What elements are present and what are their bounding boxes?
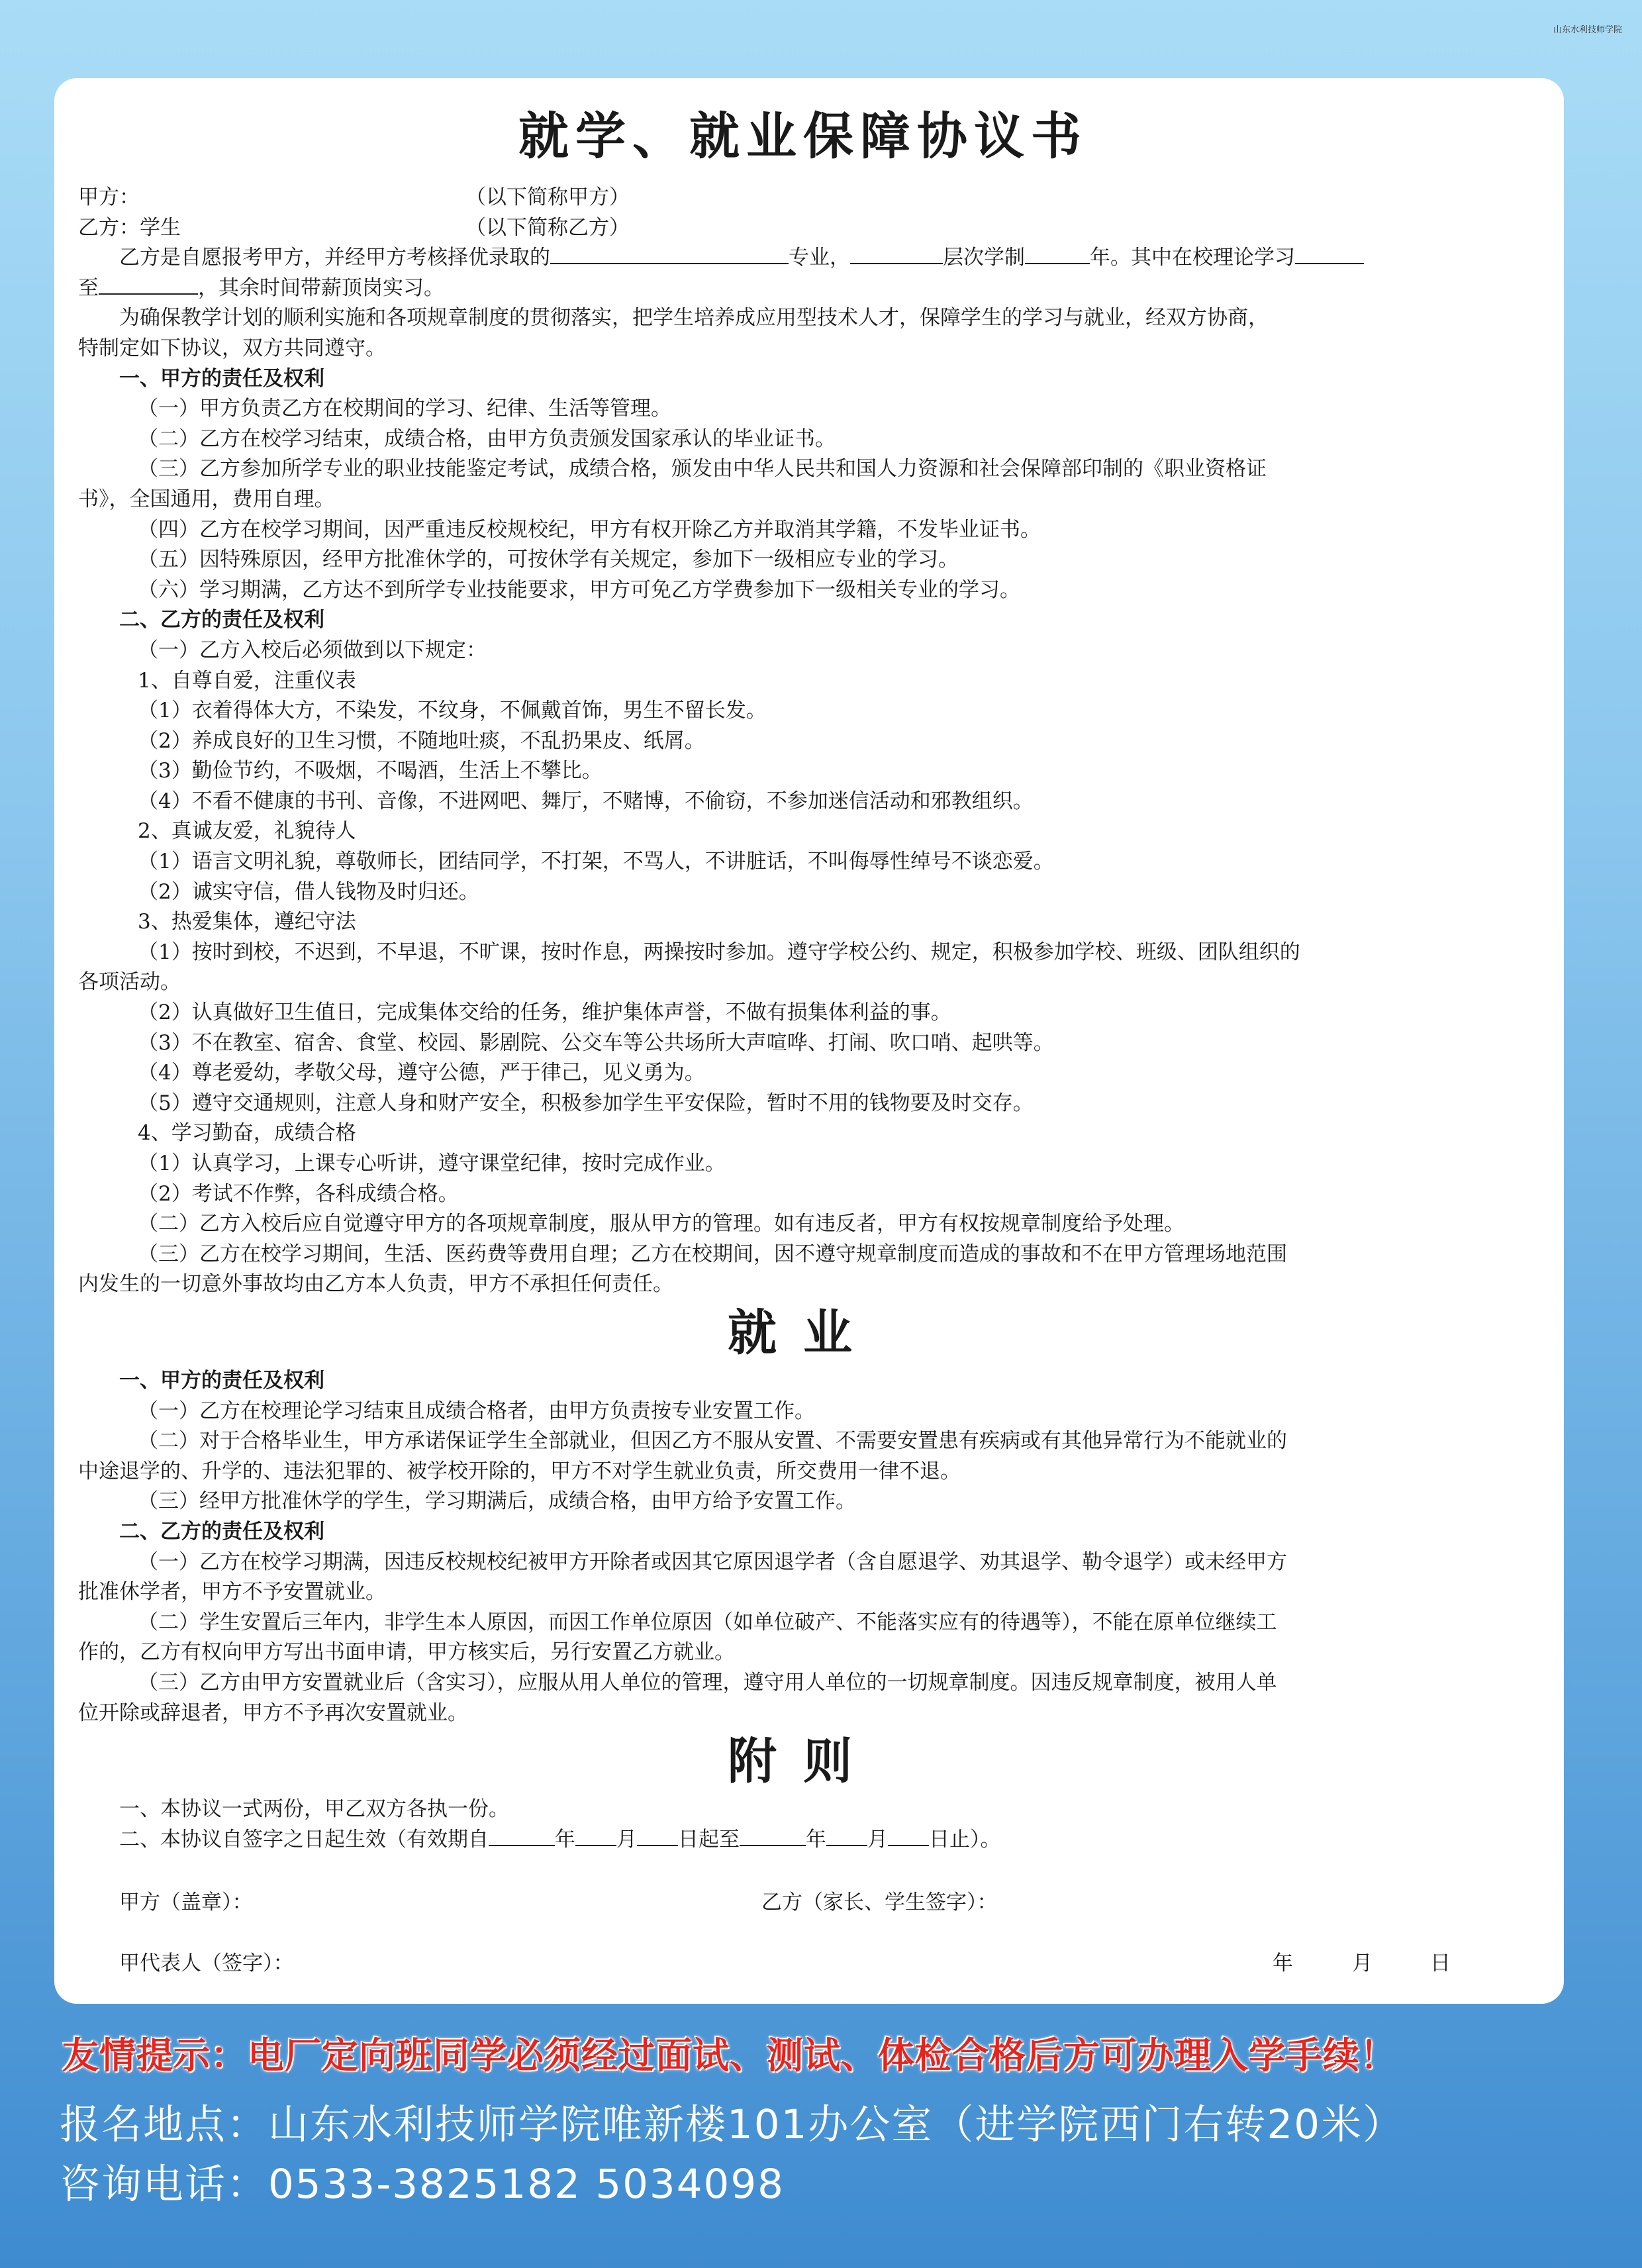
clause: （三）乙方在校学习期间，生活、医药费等费用自理；乙方在校期间，因不遵守规章制度而造成的事故和不在甲方管理场地范围 [138,1242,1287,1266]
agreement-card [54,78,1564,2004]
sub-heading: 3、热爱集体，遵纪守法 [138,910,356,934]
date-month-label: 月 [1352,1951,1373,1976]
clause: （3）勤俭节约，不吸烟，不喝酒，生活上不攀比。 [138,759,603,783]
intro-purpose-cont: 特制定如下协议，双方共同遵守。 [78,336,386,360]
intro-text: ，其余时间带薪顶岗实习。 [198,275,444,300]
clause: （1）衣着得体大方，不染发，不纹身，不佩戴首饰，男生不留长发。 [138,699,767,723]
to-month-blank[interactable] [826,1825,867,1846]
clause: （一）乙方在校学习期满，因违反校规校纪被甲方开除者或因其它原因退学者（含自愿退学、劝其退学、勒令退学）或未经甲方 [138,1550,1287,1574]
intro-text: 年。其中在校理论学习 [1090,246,1295,270]
sub-heading: 2、真诚友爱，礼貌待人 [138,819,356,844]
clause-cont: 批准休学者，甲方不予安置就业。 [78,1580,386,1604]
from-day-blank[interactable] [637,1825,678,1846]
clause: （1）按时到校，不迟到，不早退，不旷课，按时作息，两操按时参加。遵守学校公约、规定，积极参加学校、班级、团队组织的 [138,940,1300,964]
party-b-row [78,213,1528,244]
from-year-blank[interactable] [489,1825,555,1846]
clause: （5）遵守交通规则，注意人身和财产安全，积极参加学生平安保险，暂时不用的钱物要及时交存。 [138,1091,1034,1115]
study-a-heading: 一、甲方的责任及权利 [119,366,324,391]
validity-text: 月 [616,1827,637,1851]
validity-text: 日起至 [678,1827,740,1851]
representative-sign-label: 甲代表人（签字）： [119,1951,294,1976]
clause: （六）学习期满，乙方达不到所学专业技能要求，甲方可免乙方学费参加下一级相关专业的学习。 [138,577,1020,602]
employment-title: 就业 [728,1304,879,1361]
contact-phone: 咨询电话：0533-3825182 5034098 [60,2161,785,2208]
appendix-clause: 一、本协议一式两份，甲乙双方各执一份。 [119,1797,509,1822]
clause-cont: 各项活动。 [78,970,181,995]
employment-a-heading: 一、甲方的责任及权利 [119,1368,324,1393]
theory-end-blank[interactable] [99,273,198,295]
doc-title: 就学、就业保障协议书 [518,107,1088,166]
clause: （1）语言文明礼貌，尊敬师长，团结同学，不打架，不骂人，不讲脏话，不叫侮辱性绰号不谈恋爱。 [138,850,1054,874]
clause: （二）乙方入校后应自觉遵守甲方的各项规章制度，服从甲方的管理。如有违反者，甲方有权按规章制度给予处理。 [138,1212,1184,1236]
intro-text: 乙方是自愿报考甲方，并经甲方考核择优录取的 [119,246,550,270]
party-b-note: （以下简称乙方） [465,215,630,240]
party-a-seal-label: 甲方（盖章）： [119,1891,253,1915]
corner-mark: 山东水利技师学院 [1553,25,1622,35]
validity-text: 年 [555,1827,575,1851]
employment-b-heading: 二、乙方的责任及权利 [119,1519,324,1544]
validity-text: 月 [867,1827,888,1851]
clause: （一）甲方负责乙方在校期间的学习、纪律、生活等管理。 [138,397,671,421]
from-month-blank[interactable] [575,1825,616,1846]
appendix-title: 附则 [728,1733,879,1791]
clause-cont: 位开除或辞退者，甲方不予再次安置就业。 [78,1701,468,1725]
clause: （三）经甲方批准休学的学生，学习期满后，成绩合格，由甲方给予安置工作。 [138,1489,856,1514]
clause: （3）不在教室、宿舍、食堂、校园、影剧院、公交车等公共场所大声喧哗、打闹、吹口哨、起哄等。 [138,1030,1054,1055]
intro-purpose: 为确保教学计划的顺利实施和各项规章制度的贯彻落实，把学生培养成应用型技术人才，保障学生的学习与就业，经双方协商， [119,306,1269,330]
clause: （一）乙方在校理论学习结束且成绩合格者，由甲方负责按专业安置工作。 [138,1399,815,1423]
intro-text: 专业， [789,246,850,270]
representative-row [78,1946,1528,1977]
clause: （2）诚实守信，借人钱物及时归还。 [138,879,479,904]
clause: （4）尊老爱幼，孝敬父母，遵守公德，严于律己，见义勇为。 [138,1061,705,1085]
to-day-blank[interactable] [888,1825,929,1846]
intro-text: 至 [78,275,99,300]
sub-heading: 1、自尊自爱，注重仪表 [138,668,356,693]
major-blank[interactable] [550,243,789,264]
clause: （二）对于合格毕业生，甲方承诺保证学生全部就业，但因乙方不服从安置、不需要安置患有疾病或有其他异常行为不能就业的 [138,1429,1287,1454]
party-b-sign-label: 乙方（家长、学生签字）： [761,1891,998,1915]
clause: （1）认真学习，上课专心听讲，遵守课堂纪律，按时完成作业。 [138,1152,726,1175]
clause-cont: 中途退学的、升学的、违法犯罪的、被学校开除的，甲方不对学生就业负责，所交费用一律不退。 [78,1459,961,1483]
reminder-banner: 友情提示：电厂定向班同学必须经过面试、测试、体检合格后方可办理入学手续！ [62,2034,1398,2077]
clause-cont: 作的，乙方有权向甲方写出书面申请，甲方核实后，另行安置乙方就业。 [78,1640,735,1665]
clause: （2）认真做好卫生值日，完成集体交给的任务，维护集体声誉，不做有损集体利益的事。 [138,1001,951,1025]
clause: （四）乙方在校学习期间，因严重违反校规校纪，甲方有权开除乙方并取消其学籍，不发毕业证书。 [138,517,1041,542]
clause: （4）不看不健康的书刊、音像，不进网吧、舞厅，不赌博，不偷窃，不参加迷信活动和邪教组织。 [138,789,1034,813]
clause: （二）乙方在校学习结束，成绩合格，由甲方负责颁发国家承认的毕业证书。 [138,426,836,451]
party-a-note: （以下简称甲方） [465,185,630,209]
date-day-label: 日 [1430,1951,1451,1976]
validity-text: 日止）。 [929,1827,1001,1851]
registration-address: 报名地点：山东水利技师学院唯新楼101办公室（进学院西门右转20米） [60,2101,1405,2148]
theory-start-blank[interactable] [1295,243,1364,264]
study-b-heading: 二、乙方的责任及权利 [119,608,324,632]
appendix-validity [78,1825,1528,1855]
signature-row [78,1885,1528,1916]
validity-text: 年 [806,1827,826,1851]
level-blank[interactable] [850,243,943,264]
clause: （五）因特殊原因，经甲方批准休学的，可按休学有关规定，参加下一级相应专业的学习。 [138,548,959,572]
clause: （三）乙方由甲方安置就业后（含实习），应服从用人单位的管理，遵守用人单位的一切规章制度。因违反规章制度，被用人单 [138,1670,1277,1695]
party-a-row [78,183,1528,213]
years-blank[interactable] [1025,243,1090,264]
clause: （2）养成良好的卫生习惯，不随地吐痰，不乱扔果皮、纸屑。 [138,728,705,753]
validity-text: 二、本协议自签字之日起生效（有效期自 [119,1827,489,1851]
intro-paragraph [78,243,1528,273]
sub-heading: 4、学习勤奋，成绩合格 [138,1121,356,1146]
clause: （二）学生安置后三年内，非学生本人原因，而因工作单位原因（如单位破产、不能落实应有的待遇等），不能在原单位继续工 [138,1610,1277,1634]
clause-cont: 书》，全国通用，费用自理。 [78,487,335,511]
clause: （2）考试不作弊，各科成绩合格。 [138,1181,459,1206]
clause-cont: 内发生的一切意外事故均由乙方本人负责，甲方不承担任何责任。 [78,1272,673,1297]
clause: （三）乙方参加所学专业的职业技能鉴定考试，成绩合格，颁发由中华人民共和国人力资源和社会保障部印制的《职业资格证 [138,457,1267,481]
clause: （一）乙方入校后必须做到以下规定： [138,638,487,662]
party-a-label: 甲方： [78,185,140,209]
date-year-label: 年 [1273,1951,1293,1976]
to-year-blank[interactable] [740,1825,806,1846]
intro-paragraph-cont [78,273,1528,304]
party-b-label: 乙方：学生 [78,215,181,240]
intro-text: 层次学制 [943,246,1025,270]
